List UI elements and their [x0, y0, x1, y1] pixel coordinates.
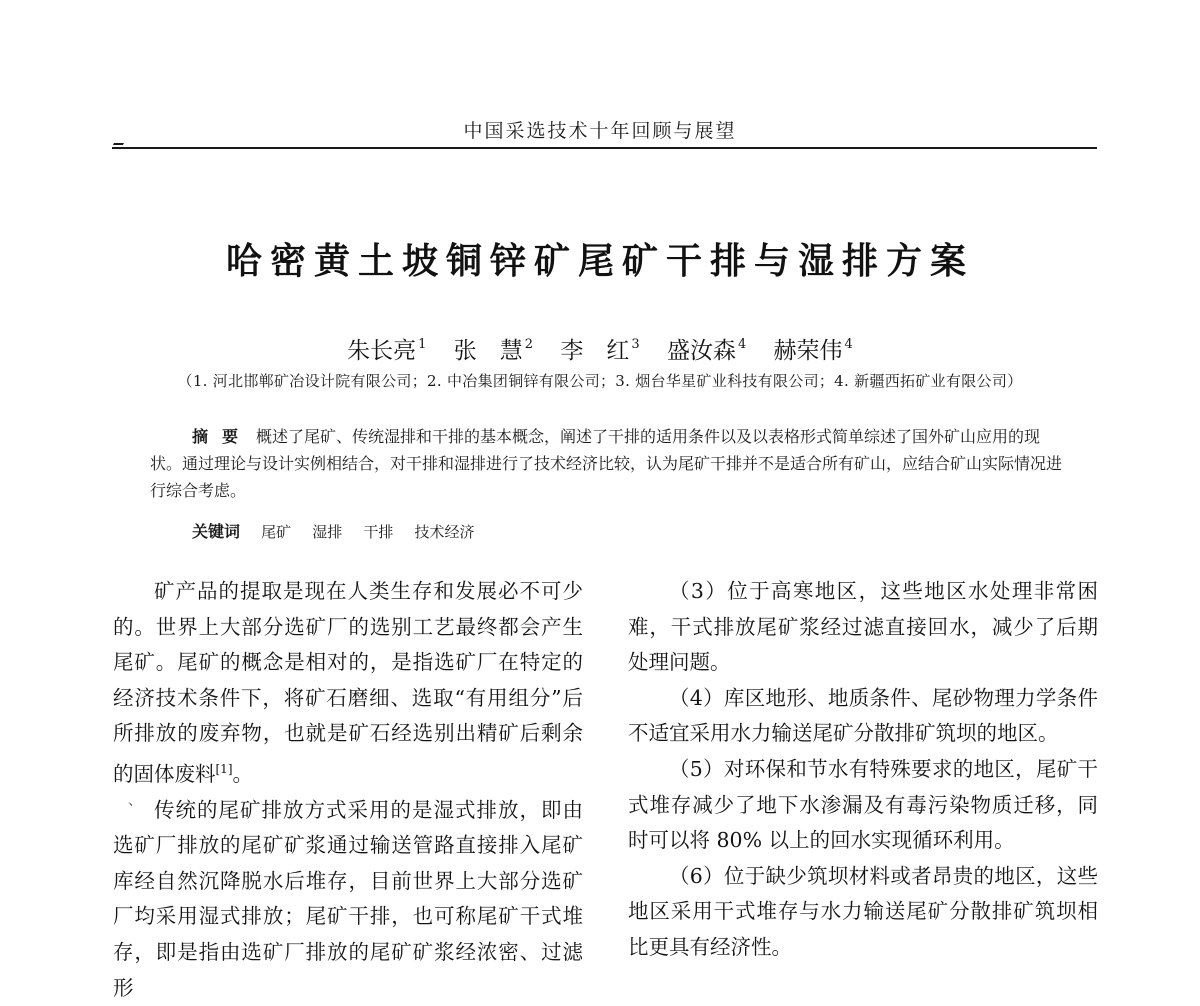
affiliations: （1. 河北邯郸矿冶设计院有限公司；2. 中冶集团铜锌有限公司；3. 烟台华星矿业科技有限公司；4. 新疆西拓矿业有限公司）: [177, 372, 1023, 390]
scan-mark: 、: [128, 793, 142, 809]
keywords: [192, 519, 490, 542]
body-paragraph: （3）位于高寒地区，这些地区水处理非常困难，干式排放尾矿浆经过滤直接回水，减少了后期处理问题。: [628, 579, 1098, 675]
author: 张 慧 $^2$: [453, 337, 534, 364]
keyword: 尾矿: [261, 523, 292, 541]
keyword: 湿排: [312, 523, 343, 541]
author: 李 红 $^3$: [560, 337, 640, 364]
abstract-label: 摘要: [192, 427, 253, 446]
body-paragraph: 矿产品的提取是现在人类生存和发展必不可少的。世界上大部分选矿厂的选别工艺最终都会产生尾矿。尾矿的概念是相对的，是指选矿厂在特定的经济技术条件下，将矿石磨细、选取“有用组分”后所排放的废弃物，也就是矿石经选别出精矿后剩余的固体废料[1]。: [113, 579, 583, 786]
running-head: 中国采选技术十年回顾与展望: [463, 120, 737, 142]
abstract-text: 概述了尾矿、传统湿排和干排的基本概念，阐述了干排的适用条件以及以表格形式简单综述了国外矿山应用的现状。通过理论与设计实例相结合，对干排和湿排进行了技术经济比较，认为尾矿干排并不是适合所有矿山，应结合矿山实际情况进行综合考虑。: [150, 427, 1063, 500]
header-rule: [112, 147, 1097, 149]
body-paragraph: （4）库区地形、地质条件、尾砂物理力学条件不适宜采用水力输送尾矿分散排矿筑坝的地区。: [628, 685, 1098, 746]
author: 盛汝森 $^4$: [666, 337, 747, 364]
citation-ref[interactable]: [1]: [215, 761, 233, 776]
body-paragraph: （5）对环保和节水有特殊要求的地区，尾矿干式堆存减少了地下水渗漏及有毒污染物质迁移，同时可以将 80% 以上的回水实现循环利用。: [628, 756, 1098, 853]
article-title: 哈密黄土坡铜锌矿尾矿干排与湿排方案: [225, 240, 974, 282]
keyword: 技术经济: [414, 523, 475, 541]
abstract: [150, 423, 1070, 504]
keyword: 干排: [363, 523, 394, 541]
author-list: [0, 332, 1200, 365]
body-paragraph: 传统的尾矿排放方式采用的是湿式排放，即由选矿厂排放的尾矿矿浆通过输送管路直接排入尾矿库经自然沉降脱水后堆存，目前世界上大部分选矿厂均采用湿式排放；尾矿干排，也可称尾矿干式堆存，即是指由选矿厂排放的尾矿矿浆经浓密、过滤形: [113, 797, 583, 1000]
body-paragraph: （6）位于缺少筑坝材料或者昂贵的地区，这些地区采用干式堆存与水力输送尾矿分散排矿筑坝相比更具有经济性。: [628, 863, 1098, 959]
author: 赫荣伟 $^4$: [773, 337, 853, 364]
keywords-label: 关键词: [192, 522, 241, 541]
body-column-left: [113, 574, 583, 1006]
author: 朱长亮 $^1$: [347, 337, 427, 364]
body-column-right: [628, 574, 1098, 966]
